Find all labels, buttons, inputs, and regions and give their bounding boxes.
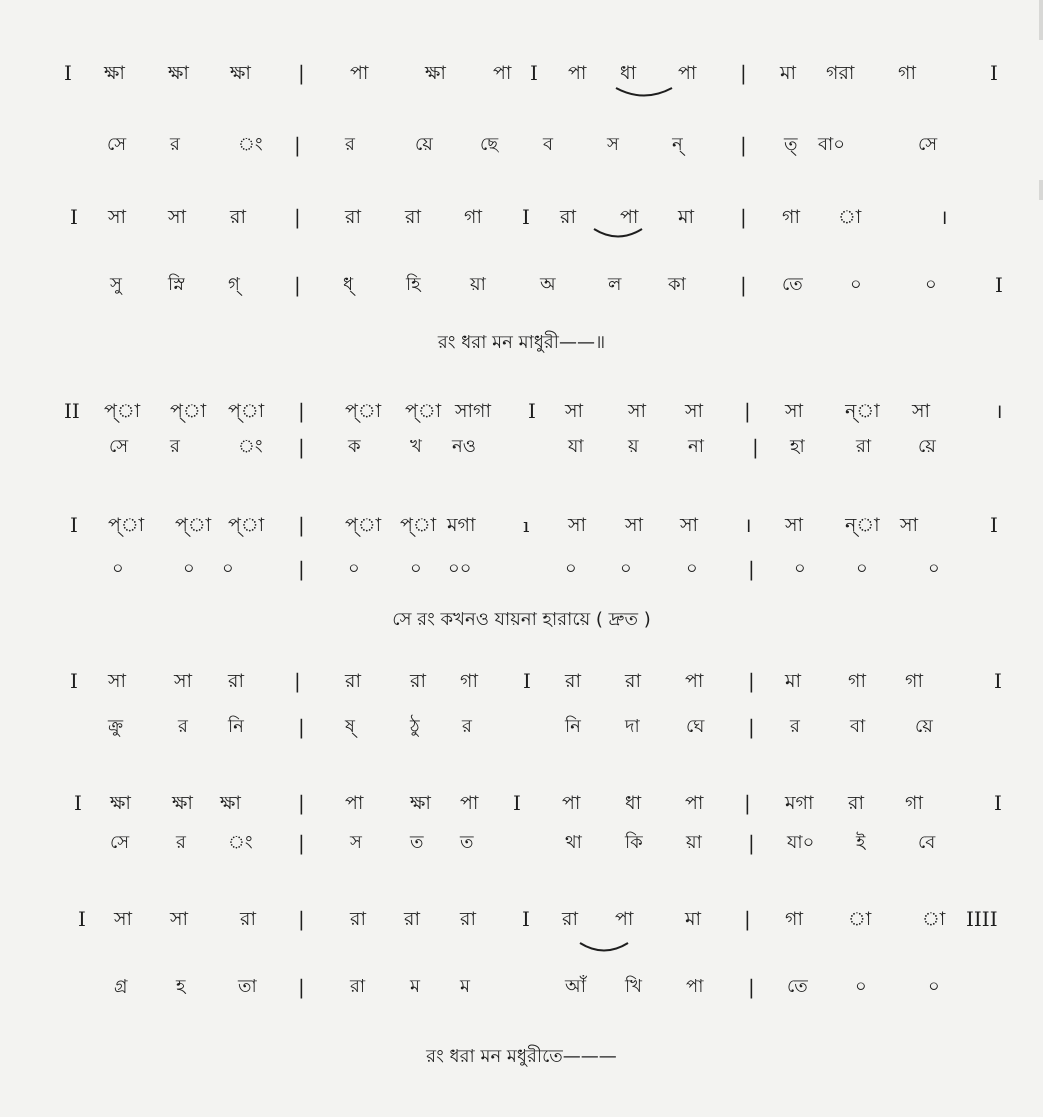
lyric-syllable: ং [238,436,263,457]
lyric-syllable: স্নি [168,274,185,295]
note-cell: পা [568,62,587,84]
lyric-syllable: হ [176,976,186,997]
lyric-syllable: ০ [856,558,868,579]
lyric-syllable: নি [228,716,244,737]
lyric-syllable: ত [460,832,474,853]
lyric-syllable: র [178,716,188,737]
lyric-syllable: রা [350,976,366,997]
lyric-syllable: থা [565,832,582,853]
lyric-syllable: ঘে [686,716,705,737]
bar-marker: I [522,205,530,229]
lyric-syllable: র [170,134,180,155]
note-cell: সাগা [455,400,492,422]
lyric-row [0,826,1043,860]
note-cell: া [838,206,862,228]
note-cell: পা [678,62,697,84]
lyric-syllable: ল [608,274,622,295]
note-cell: প্া [345,400,382,422]
note-cell: পা [493,62,512,84]
note-cell: ক্ষা [410,792,431,814]
lyric-syllable: তে [782,274,803,295]
bar-marker: | [294,133,301,157]
lyric-syllable: ক্রু [108,716,124,737]
note-cell: সা [685,400,704,422]
lyric-syllable: দা [625,716,640,737]
lyric-syllable: ম [460,976,470,997]
bar-marker: I [74,791,82,815]
lyric-syllable: ং [238,134,263,155]
lyric-syllable: সু [110,274,122,295]
note-cell: ক্ষা [110,792,131,814]
lyric-syllable: সে [109,436,129,457]
bar-marker: | [748,975,755,999]
bar-marker: II [64,399,80,423]
note-cell: সা [170,908,189,930]
lyric-syllable: য়ে [415,134,433,155]
note-cell: ধা [620,62,637,84]
lyric-syllable: ই [856,832,866,853]
lyric-row [0,268,1043,302]
note-cell: সা [168,206,187,228]
bar-marker: I [530,61,538,85]
note-cell: সা [628,400,647,422]
note-cell: ন্া [845,514,880,536]
lyric-syllable: য়া [686,832,702,853]
bar-marker: I [994,669,1002,693]
note-cell: গা [905,670,923,692]
bar-marker: I [70,513,78,537]
note-cell: রা [560,206,576,228]
lyric-syllable: স [350,832,362,853]
note-cell: মগা [785,792,814,814]
note-cell: গা [898,62,916,84]
note-cell: গা [905,792,923,814]
page-edge-mark [1039,180,1043,200]
note-cell: রা [345,206,361,228]
bar-marker: | [298,715,305,739]
bar-marker: I [990,61,998,85]
note-cell: মা [678,206,695,228]
bar-marker: | [748,669,755,693]
lyric-syllable: ০ [183,558,195,579]
note-cell: রা [404,908,420,930]
lyric-syllable: অ [540,274,556,295]
bar-marker: | [744,791,751,815]
notation-row [0,56,1043,90]
note-cell: পা [620,206,639,228]
note-cell: মা [780,62,797,84]
lyric-row [0,552,1043,586]
notation-row [0,786,1043,820]
note-cell: প্া [228,400,265,422]
lyric-row [0,430,1043,464]
lyric-row [0,710,1043,744]
lyric-syllable: ব [543,134,554,155]
lyric-syllable: সে [107,134,127,155]
note-cell: সা [174,670,193,692]
lyric-row [0,128,1043,162]
lyric-syllable: ০ [855,976,867,997]
lyric-syllable: যা [568,436,584,457]
bar-marker: | [748,715,755,739]
note-cell: সা [785,514,804,536]
lyric-syllable: র [790,716,800,737]
note-cell: সা [625,514,644,536]
lyric-syllable: ০ [794,558,806,579]
lyric-syllable: য়ে [918,436,936,457]
bar-marker: | [748,831,755,855]
bar-marker: | [294,669,301,693]
lyric-syllable: ০ [928,558,940,579]
note-cell: রা [240,908,256,930]
notation-row [0,902,1043,936]
notation-row [0,664,1043,698]
note-cell: ক্ষা [220,792,241,814]
note-cell: সা [565,400,584,422]
lyric-syllable: ০০ [448,558,472,579]
bar-marker: | [298,513,305,537]
lyric-syllable: নি [565,716,581,737]
bar-marker: | [752,435,759,459]
bar-marker: I [64,61,72,85]
note-cell: সা [912,400,931,422]
bar-marker: I [513,791,521,815]
lyric-syllable: র [170,436,180,457]
note-cell: পা [460,792,479,814]
note-cell: ন্া [845,400,880,422]
note-cell: মা [685,908,702,930]
note-cell: প্া [108,514,145,536]
bar-marker: I [994,791,1002,815]
lyric-syllable: ০ [620,558,632,579]
note-cell: সা [568,514,587,536]
note-cell: ক্ষা [425,62,446,84]
bar-marker: | [744,907,751,931]
lyric-syllable: ঠু [410,716,420,737]
lyric-syllable: বা [850,716,866,737]
lyric-syllable: র [462,716,472,737]
note-cell: পা [562,792,581,814]
lyric-syllable: ০ [686,558,698,579]
bar-marker: I [78,907,86,931]
lyric-syllable: কি [625,832,643,853]
bar-marker: | [740,273,747,297]
lyric-syllable: রা [856,436,872,457]
note-cell: প্া [175,514,212,536]
lyric-syllable: স [607,134,619,155]
note-cell: ধা [625,792,642,814]
note-cell: রা [562,908,578,930]
note-cell: রা [848,792,864,814]
page-edge-mark [1039,0,1043,40]
bar-marker: I [528,399,536,423]
lyric-syllable: সে [110,832,130,853]
note-cell: পা [615,908,634,930]
lyric-syllable: না [688,436,704,457]
bar-marker: । [744,513,752,537]
note-cell: রা [345,670,361,692]
lyric-syllable: ০ [222,558,234,579]
note-cell: রা [228,670,244,692]
bar-marker: | [744,399,751,423]
note-cell: গা [785,908,803,930]
lyric-syllable: খ [410,436,422,457]
note-cell: ক্ষা [172,792,193,814]
note-cell: ক্ষা [104,62,125,84]
lyric-syllable: সে [918,134,938,155]
note-cell: পা [350,62,369,84]
lyric-syllable: বে [918,832,936,853]
lyric-syllable: ধ্ [343,274,354,295]
lyric-row [0,970,1043,1004]
bar-marker: | [298,791,305,815]
bar-marker: | [298,435,305,459]
note-cell: গা [782,206,800,228]
lyric-syllable: পা [686,976,704,997]
note-cell: গা [848,670,866,692]
bar-marker: | [298,399,305,423]
slur-arc [578,940,630,956]
lyric-syllable: কা [668,274,686,295]
lyric-syllable: ষ্ [345,716,355,737]
lyric-syllable: ন্ [672,134,683,155]
bar-marker: I [522,907,530,931]
lyric-syllable: যা০ [787,832,815,853]
notation-row [0,200,1043,234]
bar-marker: | [748,557,755,581]
note-cell: প্া [400,514,437,536]
lyric-syllable: ০ [348,558,360,579]
bar-marker: | [298,831,305,855]
note-cell: া [848,908,872,930]
section-caption: সে রং কখনও যায়না হারায়ে ( দ্রুত ) [392,609,651,630]
lyric-syllable: তা [238,976,257,997]
bar-marker: | [740,133,747,157]
lyric-syllable: ০ [850,274,862,295]
lyric-syllable: য়ে [915,716,933,737]
lyric-syllable: আঁ [565,976,586,997]
bar-marker: | [298,61,305,85]
bar-marker: | [294,273,301,297]
note-cell: মা [785,670,802,692]
bar-marker: | [740,205,747,229]
note-cell: রা [410,670,426,692]
note-cell: গা [460,670,478,692]
bar-marker: ı [523,513,530,537]
note-cell: সা [114,908,133,930]
bar-marker: | [294,205,301,229]
lyric-syllable: ০ [565,558,577,579]
lyric-syllable: ০ [112,558,124,579]
lyric-syllable: ০ [925,274,937,295]
bar-marker: I [70,669,78,693]
note-cell: সা [900,514,919,536]
note-cell: প্া [345,514,382,536]
note-cell: সা [108,206,127,228]
lyric-syllable: তে [787,976,808,997]
note-cell: গরা [826,62,855,84]
lyric-syllable: য় [628,436,639,457]
lyric-syllable: ছে [480,134,499,155]
note-cell: রা [230,206,246,228]
note-cell: প্া [104,400,141,422]
note-cell: রা [405,206,421,228]
note-cell: সা [108,670,127,692]
bar-marker: | [298,557,305,581]
bar-marker: I [995,273,1003,297]
lyric-syllable: ত্ [784,134,798,155]
lyric-syllable: ম [410,976,420,997]
lyric-syllable: বা০ [818,134,845,155]
bar-marker: | [298,907,305,931]
bar-marker: । [940,205,948,229]
note-cell: া [922,908,946,930]
note-cell: গা [464,206,482,228]
section-caption: রং ধরা মন মাধুরী——॥ [437,332,606,353]
note-cell: ক্ষা [230,62,251,84]
slur-arc [614,85,674,101]
lyric-syllable: ০ [410,558,422,579]
note-cell: রা [565,670,581,692]
bar-marker: I [990,513,998,537]
note-cell: রা [460,908,476,930]
note-cell: মগা [447,514,476,536]
note-cell: পা [685,670,704,692]
bar-marker: | [740,61,747,85]
note-cell: রা [350,908,366,930]
lyric-syllable: নও [452,436,476,457]
note-cell: রা [625,670,641,692]
lyric-syllable: গ্র [114,976,128,997]
bar-marker: | [298,975,305,999]
lyric-syllable: র [176,832,186,853]
slur-arc [592,226,644,242]
note-cell: সা [785,400,804,422]
lyric-syllable: ক [348,436,361,457]
bar-marker: । [995,399,1003,423]
bar-marker: I [70,205,78,229]
lyric-syllable: ০ [928,976,940,997]
lyric-syllable: খি [625,976,642,997]
lyric-syllable: র [345,134,355,155]
note-cell: সা [680,514,699,536]
note-cell: পা [685,792,704,814]
notation-row [0,508,1043,542]
bar-marker: I [523,669,531,693]
lyric-syllable: হা [790,436,805,457]
lyric-syllable: গ্ [228,274,240,295]
note-cell: পা [345,792,364,814]
notation-row [0,394,1043,428]
lyric-syllable: ং [228,832,253,853]
lyric-syllable: য়া [470,274,486,295]
bar-marker: IIII [966,907,998,931]
note-cell: ক্ষা [168,62,189,84]
note-cell: প্া [170,400,207,422]
note-cell: প্া [405,400,442,422]
lyric-syllable: হি [406,274,421,295]
section-caption: রং ধরা মন মধুরীতে——— [426,1046,617,1067]
lyric-syllable: ত [410,832,424,853]
note-cell: প্া [228,514,265,536]
